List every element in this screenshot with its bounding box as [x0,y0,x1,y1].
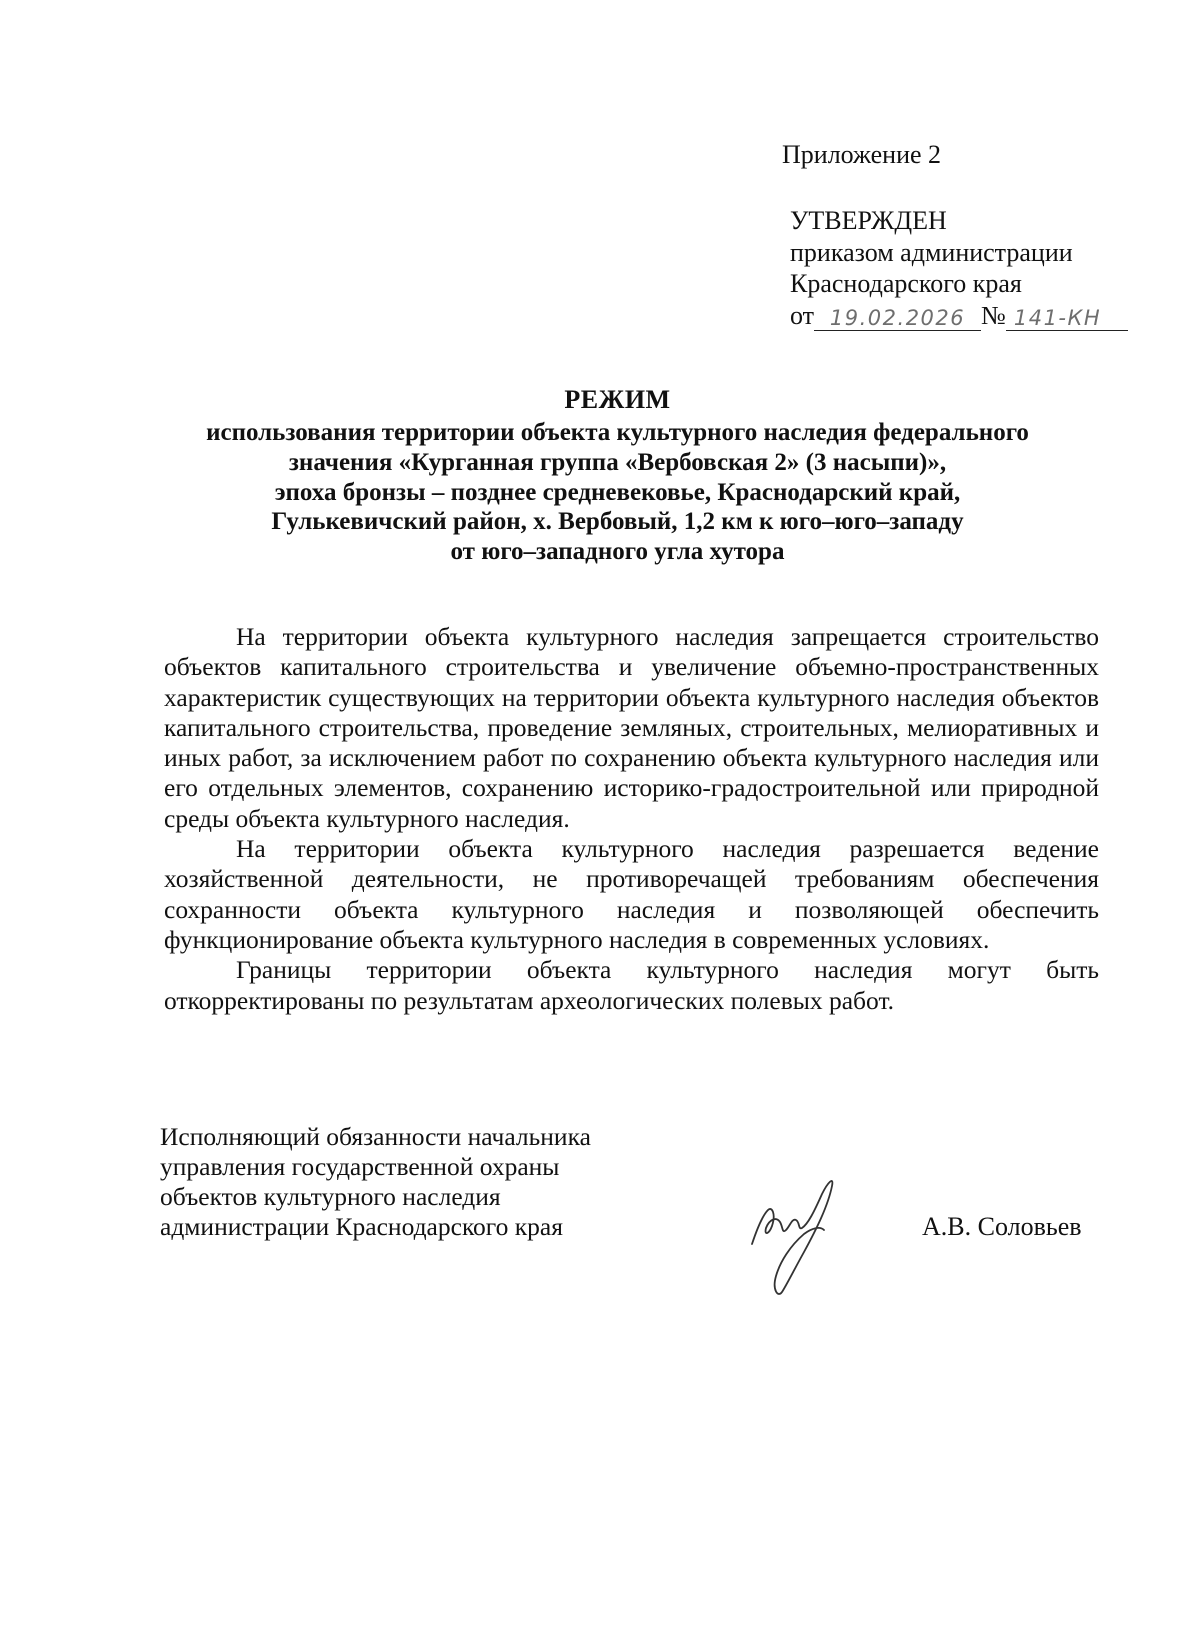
date-prefix: от [790,300,815,330]
signer-position-line: администрации Краснодарского края [160,1212,563,1241]
document-title-block [160,385,1075,567]
handwritten-order-date: 19.02.2026 [814,306,981,331]
signer-name: А.В. Соловьев [922,1212,1082,1241]
signer-position-line: объектов культурного наследия [160,1182,501,1211]
subtitle-line: эпоха бронзы – позднее средневековье, Краснодарский край, [274,478,961,506]
signer-position [160,1122,591,1242]
appendix-label: Приложение 2 [782,140,942,169]
subtitle-line: от юго–западного угла хутора [450,538,785,566]
document-body [164,622,1099,1016]
subtitle-line: Гулькевичский район, х. Вербовый, 1,2 км к юго–юго–западу [271,508,964,536]
subtitle-line: значения «Курганная группа «Вербовская 2» (3 насыпи)», [288,448,947,476]
signer-position-line: управления государственной охраны [160,1152,560,1181]
signer-position-line: Исполняющий обязанности начальника [160,1122,591,1151]
approval-stamp-block [790,205,1128,331]
document-subtitle [160,418,1075,567]
number-prefix: № [981,300,1006,330]
approval-line-1: приказом администрации [790,237,1073,267]
subtitle-line: использования территории объекта культурного наследия федерального [206,419,1029,446]
approval-line-2: Краснодарского края [790,269,1022,298]
body-paragraph: На территории объекта культурного наследия запрещается строительство объектов капитального строительства и увеличение объемно-пространственных характеристик существующих на территории объекта культурного наследия объектов капитального строительства, проведение земляных, строительных, мелиоративных и иных работ, за исключением работ по сохранению объекта культурного наследия или его отдельных элементов, сохранению историко-градостроительной или природной среды объекта культурного наследия. [164,622,1099,833]
order-date-number-line [790,300,1128,332]
handwritten-order-number: 141-КН [1006,306,1128,331]
body-paragraph: Границы территории объекта культурного наследия могут быть откорректированы по результатам археологических полевых работ. [164,955,1099,1015]
handwritten-signature-icon [742,1172,852,1297]
body-paragraph: На территории объекта культурного наследия разрешается ведение хозяйственной деятельности, не противоречащей требованиям обеспечения сохранности объекта культурного наследия и позволяющей обеспечить функционирование объекта культурного наследия в современных условиях. [164,834,1099,954]
document-heading: РЕЖИМ [564,385,671,414]
approval-status: УТВЕРЖДЕН [790,206,947,235]
